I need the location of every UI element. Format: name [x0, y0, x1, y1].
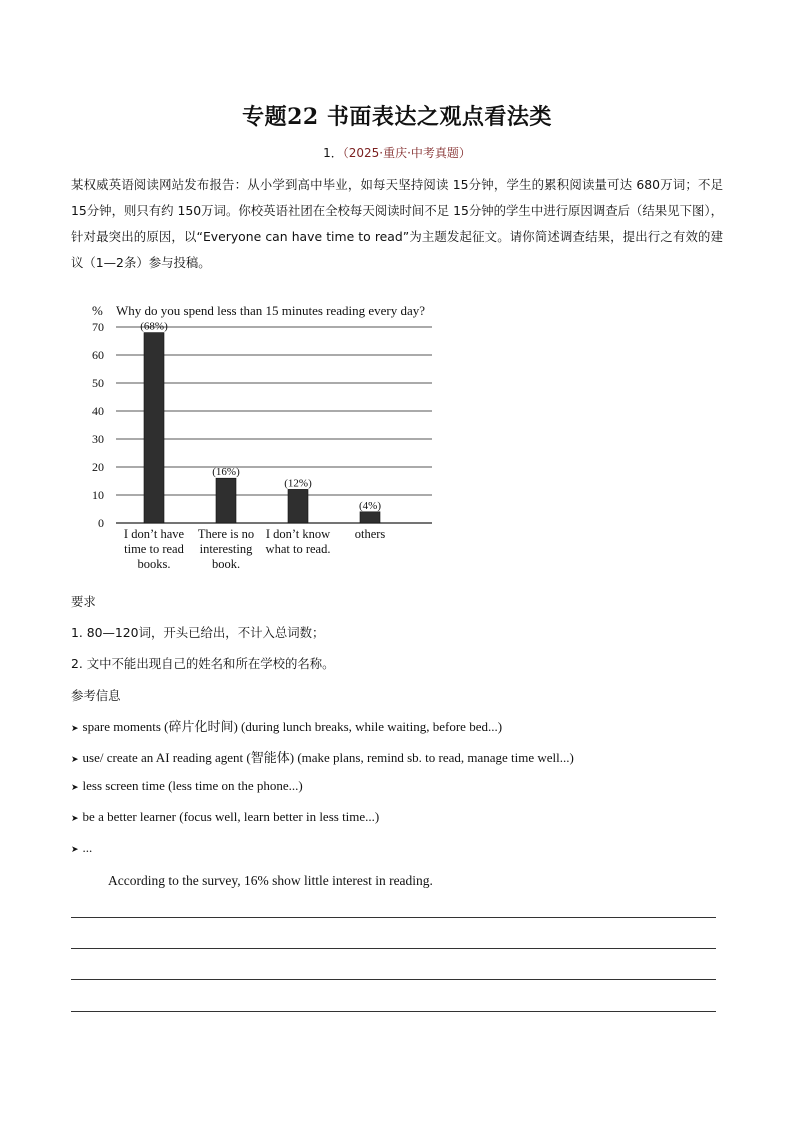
essay-opening-sentence: According to the survey, 16% show little interest in reading. [108, 873, 433, 888]
arrow-bullet-icon: ➤ [71, 754, 79, 764]
writing-line[interactable] [71, 917, 716, 918]
question-number: 1． [323, 146, 343, 160]
reference-item-text: spare moments (碎片化时间) (during lunch breaks, while waiting, before bed...) [82, 719, 503, 734]
arrow-bullet-icon: ➤ [71, 782, 79, 792]
bar-chart [78, 298, 448, 574]
bar-value-label: (68%) [140, 320, 168, 333]
reference-item [71, 747, 574, 766]
x-category-label: book. [211, 557, 241, 571]
chart-title: Why do you spend less than 15 minutes reading every day? [116, 303, 426, 318]
bar [144, 333, 164, 523]
x-category-label: interesting [199, 542, 253, 556]
y-tick-label: 40 [92, 404, 104, 418]
bar [360, 512, 380, 523]
requirement-item-1: 1. 80—120词，开头已给出，不计入总词数； [71, 625, 325, 640]
reference-item [71, 840, 92, 856]
requirements-heading: 要求 [71, 594, 96, 609]
page-title: 专题22 书面表达之观点看法类 [242, 104, 552, 130]
bar [288, 489, 308, 523]
y-tick-label: 0 [98, 516, 104, 530]
y-tick-label: 70 [92, 320, 104, 334]
reference-item [71, 716, 502, 735]
question-source-label: （2025·重庆·中考真题） [342, 146, 471, 160]
reference-item-text: ... [82, 840, 93, 855]
arrow-bullet-icon: ➤ [71, 844, 79, 854]
y-axis-unit-label: % [92, 303, 103, 318]
y-tick-label: 60 [92, 348, 104, 362]
bar-value-label: (12%) [284, 477, 312, 490]
x-category-label: others [354, 527, 386, 541]
arrow-bullet-icon: ➤ [71, 813, 79, 823]
y-tick-label: 50 [92, 376, 104, 390]
x-category-label: books. [137, 557, 171, 571]
question-source [0, 144, 794, 161]
arrow-bullet-icon: ➤ [71, 723, 79, 733]
writing-line[interactable] [71, 1011, 716, 1012]
reference-item-text: less screen time (less time on the phone...) [82, 778, 303, 793]
x-category-label: time to read [124, 542, 184, 556]
y-tick-label: 10 [92, 488, 104, 502]
prompt-text: 某权威英语阅读网站发布报告：从小学到高中毕业，如每天坚持阅读 15分钟，学生的累积阅读量可达 680万词；不足 15分钟，则只有约 150万词。你校英语社团在全校每天阅读时间不足 15分钟的学生中进行原因调查后（结果见下图），针对最突出的原因，以“Everyone can have time to read”为主题发起征文。请你简述调查结果，提出行之有效的建议（1—2条）参与投稿。 [71, 177, 723, 270]
writing-line[interactable] [71, 948, 716, 949]
y-tick-label: 30 [92, 432, 104, 446]
requirement-item-2: 2. 文中不能出现自己的姓名和所在学校的名称。 [71, 656, 335, 671]
bar [216, 478, 236, 523]
y-tick-label: 20 [92, 460, 104, 474]
reference-item [71, 778, 303, 794]
reference-item [71, 809, 379, 825]
x-category-label: I don’t have [123, 527, 185, 541]
writing-line[interactable] [71, 979, 716, 980]
x-category-label: There is no [197, 527, 255, 541]
reference-heading: 参考信息 [71, 688, 121, 703]
bar-value-label: (4%) [359, 499, 381, 512]
bar-value-label: (16%) [212, 466, 240, 479]
reference-item-text: be a better learner (focus well, learn better in less time...) [82, 809, 380, 824]
x-category-label: I don’t know [265, 527, 331, 541]
x-category-label: what to read. [265, 542, 331, 556]
reference-item-text: use/ create an AI reading agent (智能体) (make plans, remind sb. to read, manage time well...) [82, 750, 574, 765]
